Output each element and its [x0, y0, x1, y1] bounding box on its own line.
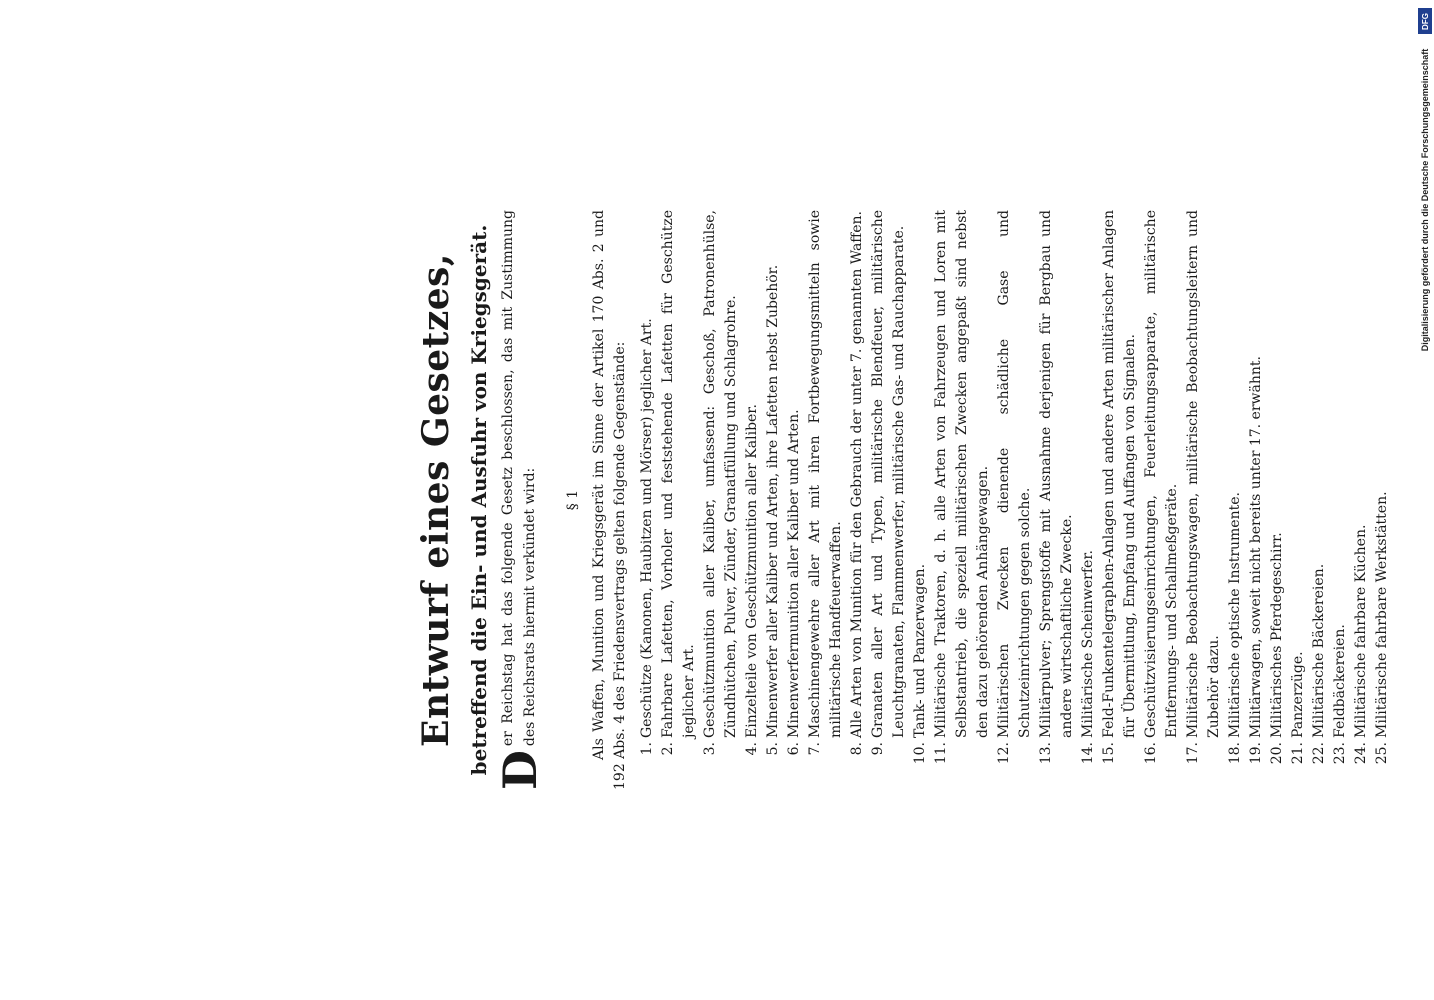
- section-intro: Als Waffen, Munition und Kriegsgerät im Sinne der Artikel 170 Abs. 2 und 192 Abs. 4 des Friedensvertrags gelten folgende Gegenstände:: [591, 210, 628, 790]
- item-text: Militärische Scheinwerfer.: [1080, 550, 1096, 738]
- list-item: [1330, 210, 1351, 790]
- item-number: 9.: [870, 742, 886, 756]
- item-text: Geschützvisierungseinrichtungen, Feuerleitungsapparate, militärische Entfernungs- und Schallmeßgeräte.: [1143, 210, 1180, 738]
- item-number: 20.: [1269, 742, 1285, 765]
- item-number: 6.: [786, 742, 802, 756]
- item-number: 24.: [1353, 742, 1369, 765]
- item-number: 15.: [1101, 742, 1117, 765]
- item-text: Einzelteile von Geschützmunition aller Kaliber.: [744, 404, 760, 738]
- item-text: Geschütze (Kanonen, Haubitzen und Mörser) jeglicher Art.: [639, 318, 655, 738]
- list-item: [700, 210, 742, 790]
- item-text: Militärische Beobachtungswagen, militärische Beobachtungsleitern und Zubehör dazu.: [1185, 210, 1222, 738]
- item-number: 16.: [1143, 742, 1159, 765]
- item-text: Militärische Bäckereien.: [1311, 563, 1327, 738]
- list-item: [910, 210, 931, 790]
- item-text: Militärische Traktoren, d. h. alle Arten von Fahrzeugen und Loren mit Selbstantrieb, die speziell militärischen Zwecken angepaßt sind nebst den dazu gehörenden Anhängewagen.: [933, 210, 991, 738]
- dfg-logo: [1418, 8, 1432, 34]
- dfg-logo-text: DFG: [1420, 12, 1430, 30]
- item-text: Militärwagen, soweit nicht bereits unter 17. erwähnt.: [1248, 356, 1264, 738]
- item-text: Alle Arten von Munition für den Gebrauch der unter 7. genannten Waffen.: [849, 210, 865, 738]
- item-number: 18.: [1227, 742, 1243, 765]
- list-item: [1372, 210, 1393, 790]
- item-text: Militärische optische Instrumente.: [1227, 492, 1243, 738]
- item-number: 19.: [1248, 742, 1264, 765]
- document-subtitle: betreffend die Ein- und Ausfuhr von Kriegsgerät.: [467, 224, 491, 776]
- item-text: Militärische fahrbare Werkstätten.: [1374, 491, 1390, 738]
- preamble-text: er Reichstag hat das folgende Gesetz beschlossen, das mit Zustimmung des Reichsrats hiermit verkündet wird:: [500, 210, 538, 747]
- list-item: [1036, 210, 1078, 790]
- item-text: Maschinengewehre aller Art mit ihren Fortbewegungsmitteln sowie militärische Handfeuerwaffen.: [807, 210, 844, 738]
- list-item: [1267, 210, 1288, 790]
- item-number: 1.: [639, 742, 655, 756]
- item-number: 2.: [660, 742, 676, 756]
- list-item: [1351, 210, 1372, 790]
- list-item: [1141, 210, 1183, 790]
- item-number: 5.: [765, 742, 781, 756]
- document-title: Entwurf eines Gesetzes,: [415, 253, 457, 747]
- item-number: 21.: [1290, 742, 1306, 765]
- item-number: 25.: [1374, 742, 1390, 765]
- item-text: Feldbäckereien.: [1332, 624, 1348, 738]
- item-text: Minenwerfer aller Kaliber und Arten, ihre Lafetten nebst Zubehör.: [765, 264, 781, 738]
- item-number: 3.: [702, 742, 718, 756]
- item-number: 8.: [849, 742, 865, 756]
- item-number: 23.: [1332, 742, 1348, 765]
- list-item: [1099, 210, 1141, 790]
- item-number: 22.: [1311, 742, 1327, 765]
- item-text: Militärisches Pferdegeschirr.: [1269, 532, 1285, 738]
- list-item: [931, 210, 994, 790]
- item-text: Militärischen Zwecken dienende schädliche Gase und Schutzeinrichtungen gegen solche.: [996, 210, 1033, 738]
- list-item: [1288, 210, 1309, 790]
- item-text: Panzerzüge.: [1290, 651, 1306, 738]
- drop-cap: D: [493, 750, 547, 790]
- item-text: Feld-Funkentelegraphen-Anlagen und andere Arten militärischer Anlagen für Übermittlung, Empfang und Auffangen von Signalen.: [1101, 210, 1138, 738]
- preamble: [493, 210, 547, 790]
- item-list: [637, 210, 1393, 790]
- list-item: [1225, 210, 1246, 790]
- section-heading: § 1: [565, 489, 581, 511]
- item-number: 14.: [1080, 742, 1096, 765]
- item-number: 11.: [933, 742, 949, 765]
- rotated-document-page: [217, 170, 1390, 830]
- item-number: 10.: [912, 742, 928, 765]
- list-item: [1078, 210, 1099, 790]
- list-item: [1246, 210, 1267, 790]
- item-number: 13.: [1038, 742, 1054, 765]
- list-item: [805, 210, 847, 790]
- list-item: [658, 210, 700, 790]
- digitization-credit: Digitalisierung gefördert durch die Deutsche Forschungsgemeinschaft: [1420, 48, 1430, 352]
- list-item: [994, 210, 1036, 790]
- item-text: Militärische fahrbare Küchen.: [1353, 524, 1369, 738]
- item-text: Minenwerfermunition aller Kaliber und Arten.: [786, 409, 802, 738]
- item-text: Granaten aller Art und Typen, militärische Blendfeuer, militärische Leuchtgranaten, Flammenwerfer, militärische Gas- und Rauchapparate.: [870, 210, 907, 738]
- list-item: [1309, 210, 1330, 790]
- item-text: Geschützmunition aller Kaliber, umfassend: Geschoß, Patronenhülse, Zündhütchen, Pulver, Zünder, Granatfüllung und Schlagrohre.: [702, 210, 739, 738]
- list-item: [763, 210, 784, 790]
- item-number: 4.: [744, 742, 760, 756]
- item-text: Militärpulver; Sprengstoffe mit Ausnahme derjenigen für Bergbau und andere wirtschaftliche Zwecke.: [1038, 210, 1075, 738]
- item-number: 17.: [1185, 742, 1201, 765]
- item-number: 7.: [807, 742, 823, 756]
- list-item: [1183, 210, 1225, 790]
- item-number: 12.: [996, 742, 1012, 765]
- list-item: [637, 210, 658, 790]
- list-item: [868, 210, 910, 790]
- item-text: Tank- und Panzerwagen.: [912, 563, 928, 738]
- item-text: Fahrbare Lafetten, Vorholer und feststehende Lafetten für Geschütze jeglicher Art.: [660, 210, 697, 738]
- list-item: [742, 210, 763, 790]
- list-item: [847, 210, 868, 790]
- list-item: [784, 210, 805, 790]
